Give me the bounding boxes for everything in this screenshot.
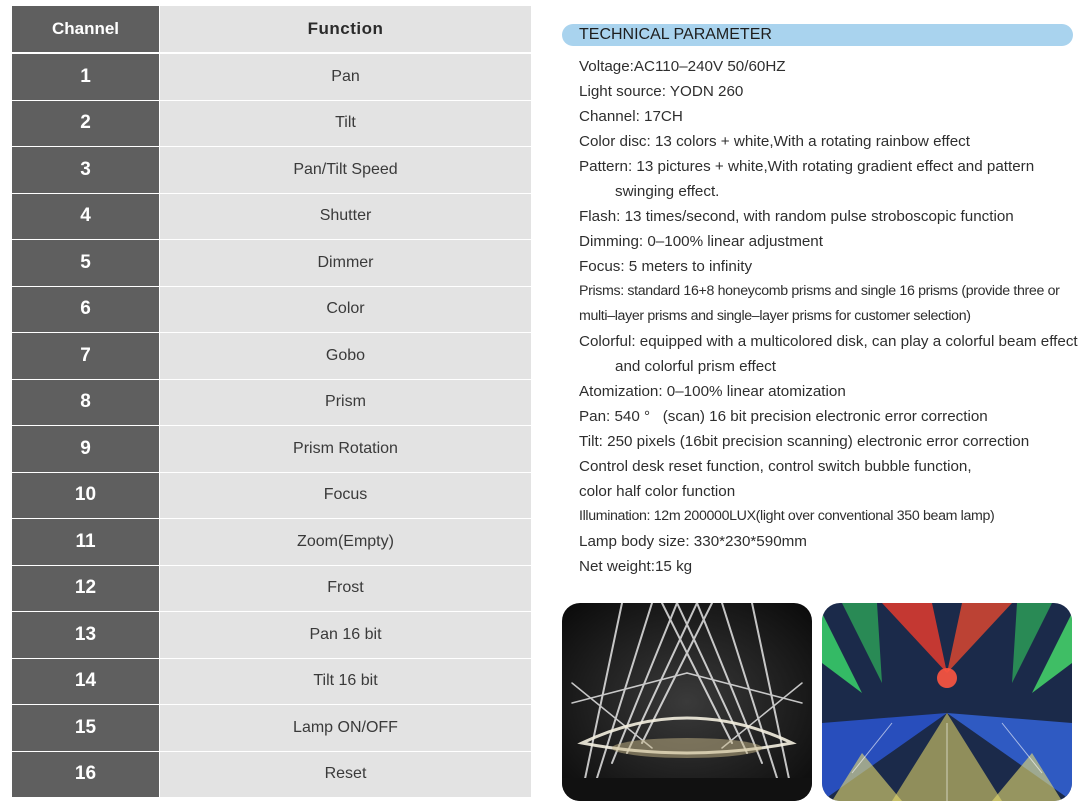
channel-number: 3: [12, 147, 159, 193]
spec-tilt: Tilt: 250 pixels (16bit precision scanning) electronic error correction: [579, 433, 1030, 450]
channel-number: 12: [12, 566, 159, 612]
table-row: [12, 101, 531, 147]
table-row: [12, 705, 531, 751]
function-column-header: Function: [160, 6, 531, 52]
channel-number: 10: [12, 473, 159, 519]
spec-pattern: Pattern: 13 pictures + white,With rotating gradient effect and pattern swinging effect.: [579, 158, 1035, 200]
channel-function: Prism Rotation: [160, 426, 531, 472]
channel-function: Reset: [160, 752, 531, 798]
table-row: [12, 147, 531, 193]
channel-number: 11: [12, 519, 159, 565]
spec-voltage: Voltage:AC110–240V 50/60HZ: [579, 58, 786, 75]
channel-number: 4: [12, 194, 159, 240]
channel-number: 5: [12, 240, 159, 286]
channel-number: 9: [12, 426, 159, 472]
channel-function: Tilt: [160, 101, 531, 147]
channel-function: Color: [160, 287, 531, 333]
spec-illumination: Illumination: 12m 200000LUX(light over conventional 350 beam lamp): [579, 508, 995, 524]
spec-body-size: Lamp body size: 330*230*590mm: [579, 533, 807, 550]
table-row: [12, 566, 531, 612]
channel-function: Pan/Tilt Speed: [160, 147, 531, 193]
technical-parameter-list: [579, 54, 1082, 579]
technical-parameter-heading: TECHNICAL PARAMETER: [562, 24, 1073, 46]
channel-function: Lamp ON/OFF: [160, 705, 531, 751]
table-row: [12, 612, 531, 658]
channel-number: 6: [12, 287, 159, 333]
channel-function: Pan 16 bit: [160, 612, 531, 658]
dmx-channel-table: [12, 6, 531, 798]
spec-light-source: Light source: YODN 260: [579, 83, 744, 100]
channel-number: 1: [12, 54, 159, 100]
table-row: [12, 752, 531, 798]
table-row: [12, 380, 531, 426]
channel-function: Dimmer: [160, 240, 531, 286]
channel-function: Frost: [160, 566, 531, 612]
channel-function: Zoom(Empty): [160, 519, 531, 565]
channel-function: Prism: [160, 380, 531, 426]
spec-focus: Focus: 5 meters to infinity: [579, 258, 753, 275]
channel-number: 15: [12, 705, 159, 751]
channel-function: Shutter: [160, 194, 531, 240]
spec-dimming: Dimming: 0–100% linear adjustment: [579, 233, 823, 250]
channel-column-header: Channel: [12, 6, 159, 52]
table-row: [12, 473, 531, 519]
channel-number: 7: [12, 333, 159, 379]
spec-color-disc: Color disc: 13 colors + white,With a rotating rainbow effect: [579, 133, 970, 150]
spec-control-line-2: color half color function: [579, 483, 736, 500]
colorful-beam-show-photo: [822, 603, 1072, 801]
spec-channel: Channel: 17CH: [579, 108, 683, 125]
spec-atomization: Atomization: 0–100% linear atomization: [579, 383, 846, 400]
table-row: [12, 240, 531, 286]
table-row: [12, 519, 531, 565]
channel-number: 16: [12, 752, 159, 798]
channel-function: Focus: [160, 473, 531, 519]
channel-number: 14: [12, 659, 159, 705]
spec-pan: Pan: 540 ° (scan) 16 bit precision electronic error correction: [579, 408, 988, 425]
channel-number: 8: [12, 380, 159, 426]
table-row: [12, 659, 531, 705]
table-row: [12, 287, 531, 333]
spec-flash: Flash: 13 times/second, with random pulse stroboscopic function: [579, 208, 1014, 225]
channel-number: 2: [12, 101, 159, 147]
table-row: [12, 426, 531, 472]
table-header-row: [12, 6, 531, 52]
spec-prisms: Prisms: standard 16+8 honeycomb prisms and single 16 prisms (provide three or multi–layer prisms and single–layer prisms for customer selection): [579, 283, 1060, 324]
table-row: [12, 333, 531, 379]
table-row: [12, 194, 531, 240]
channel-function: Pan: [160, 54, 531, 100]
spec-net-weight: Net weight:15 kg: [579, 558, 693, 575]
channel-function: Gobo: [160, 333, 531, 379]
channel-number: 13: [12, 612, 159, 658]
spec-control-line-1: Control desk reset function, control switch bubble function,: [579, 458, 972, 475]
table-row: [12, 54, 531, 100]
spec-colorful: Colorful: equipped with a multicolored disk, can play a colorful beam effect and colorful prism effect: [579, 333, 1078, 375]
white-beam-show-photo: [562, 603, 812, 801]
channel-function: Tilt 16 bit: [160, 659, 531, 705]
